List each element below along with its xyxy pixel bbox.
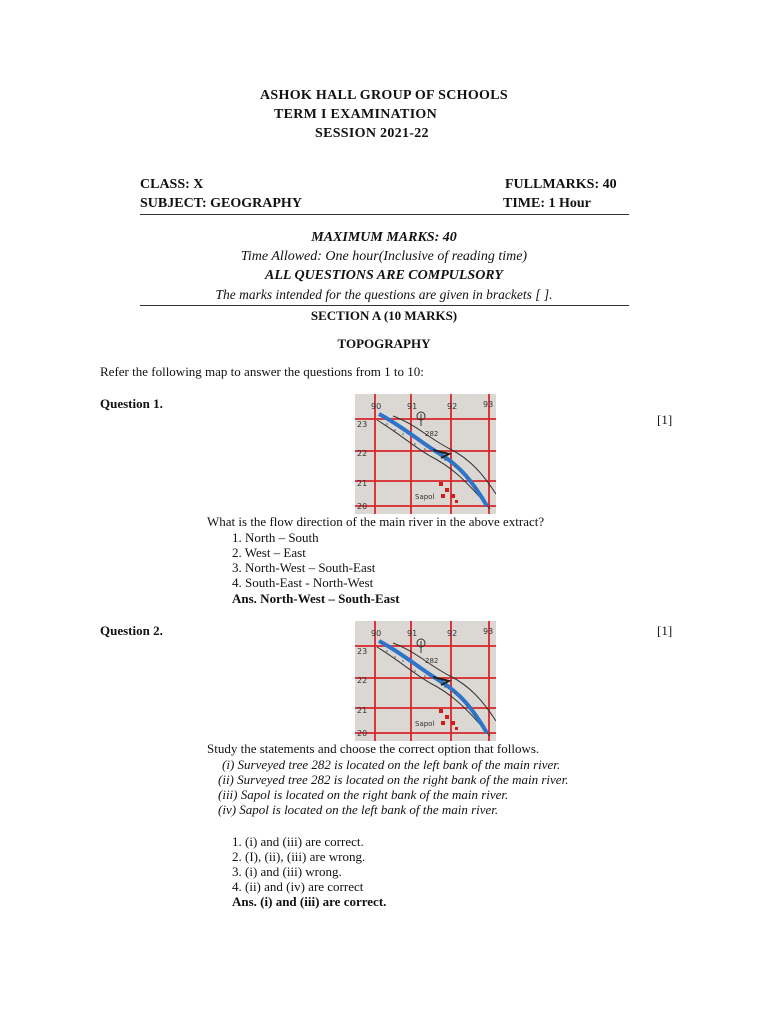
grid-label-20: 20: [357, 502, 368, 511]
grid-label-23: 23: [357, 420, 368, 429]
grid-label-20: 20: [357, 729, 368, 738]
question-1-option-1: 1. North – South: [232, 530, 319, 545]
tree-label: 282: [425, 657, 439, 665]
header-divider: [140, 214, 629, 215]
instructions-divider: [140, 305, 629, 306]
grid-label-22: 22: [357, 676, 368, 685]
village-label: Sapol: [415, 720, 435, 728]
grid-label-93: 93: [483, 400, 494, 409]
session-title: SESSION 2021-22: [315, 126, 429, 141]
school-name: ASHOK HALL GROUP OF SCHOOLS: [260, 88, 508, 103]
grid-label-91: 91: [407, 629, 418, 638]
topo-map-graphic: [355, 621, 496, 741]
grid-label-90: 90: [371, 629, 382, 638]
time-allowed: Time Allowed: One hour(Inclusive of reading time): [240, 249, 528, 264]
topic-title: TOPOGRAPHY: [337, 336, 431, 351]
class-label: CLASS: X: [140, 177, 204, 192]
grid-label-92: 92: [447, 629, 458, 638]
grid-label-93: 93: [483, 627, 494, 636]
question-2-option-4: 4. (ii) and (iv) are correct: [232, 879, 364, 894]
question-2-option-3: 3. (i) and (iii) wrong.: [232, 864, 342, 879]
question-1-option-3: 3. North-West – South-East: [232, 560, 376, 575]
topo-map-image-1: [355, 394, 496, 514]
question-2-marks: [1]: [657, 623, 673, 638]
tree-label: 282: [425, 430, 439, 438]
question-2-answer: Ans. (i) and (iii) are correct.: [232, 894, 387, 909]
question-1-option-2: 2. West – East: [232, 545, 306, 560]
question-1-prompt: What is the flow direction of the main river in the above extract?: [207, 514, 545, 529]
question-1-label: Question 1.: [100, 396, 163, 411]
topo-map-image-2: [355, 621, 496, 741]
compulsory-note: ALL QUESTIONS ARE COMPULSORY: [265, 268, 503, 283]
grid-label-21: 21: [357, 706, 368, 715]
section-intro: Refer the following map to answer the questions from 1 to 10:: [100, 364, 424, 379]
grid-label-91: 91: [407, 402, 418, 411]
question-2-statement-1: (i) Surveyed tree 282 is located on the left bank of the main river.: [222, 757, 561, 772]
section-title: SECTION A (10 MARKS): [310, 308, 458, 323]
question-2-prompt: Study the statements and choose the correct option that follows.: [207, 741, 540, 756]
question-1-option-4: 4. South-East - North-West: [232, 575, 374, 590]
subject-label: SUBJECT: GEOGRAPHY: [140, 196, 302, 211]
fullmarks-label: FULLMARKS: 40: [505, 177, 617, 192]
marks-note: The marks intended for the questions are given in brackets [ ].: [215, 287, 553, 302]
question-1-answer: Ans. North-West – South-East: [232, 591, 400, 606]
max-marks: MAXIMUM MARKS: 40: [311, 230, 457, 245]
grid-label-21: 21: [357, 479, 368, 488]
question-2-statement-2: (ii) Surveyed tree 282 is located on the right bank of the main river.: [218, 772, 569, 787]
question-2-statement-4: (iv) Sapol is located on the left bank of the main river.: [218, 802, 499, 817]
grid-label-22: 22: [357, 449, 368, 458]
exam-title: TERM I EXAMINATION: [274, 107, 438, 122]
question-2-option-2: 2. (I), (ii), (iii) are wrong.: [232, 849, 366, 864]
question-2-statement-3: (iii) Sapol is located on the right bank of the main river.: [218, 787, 509, 802]
topo-map-graphic: [355, 394, 496, 514]
question-2-option-1: 1. (i) and (iii) are correct.: [232, 834, 364, 849]
grid-label-23: 23: [357, 647, 368, 656]
grid-label-90: 90: [371, 402, 382, 411]
village-label: Sapol: [415, 493, 435, 501]
grid-label-92: 92: [447, 402, 458, 411]
question-1-marks: [1]: [657, 412, 673, 427]
time-label: TIME: 1 Hour: [503, 196, 591, 211]
question-2-label: Question 2.: [100, 623, 163, 638]
